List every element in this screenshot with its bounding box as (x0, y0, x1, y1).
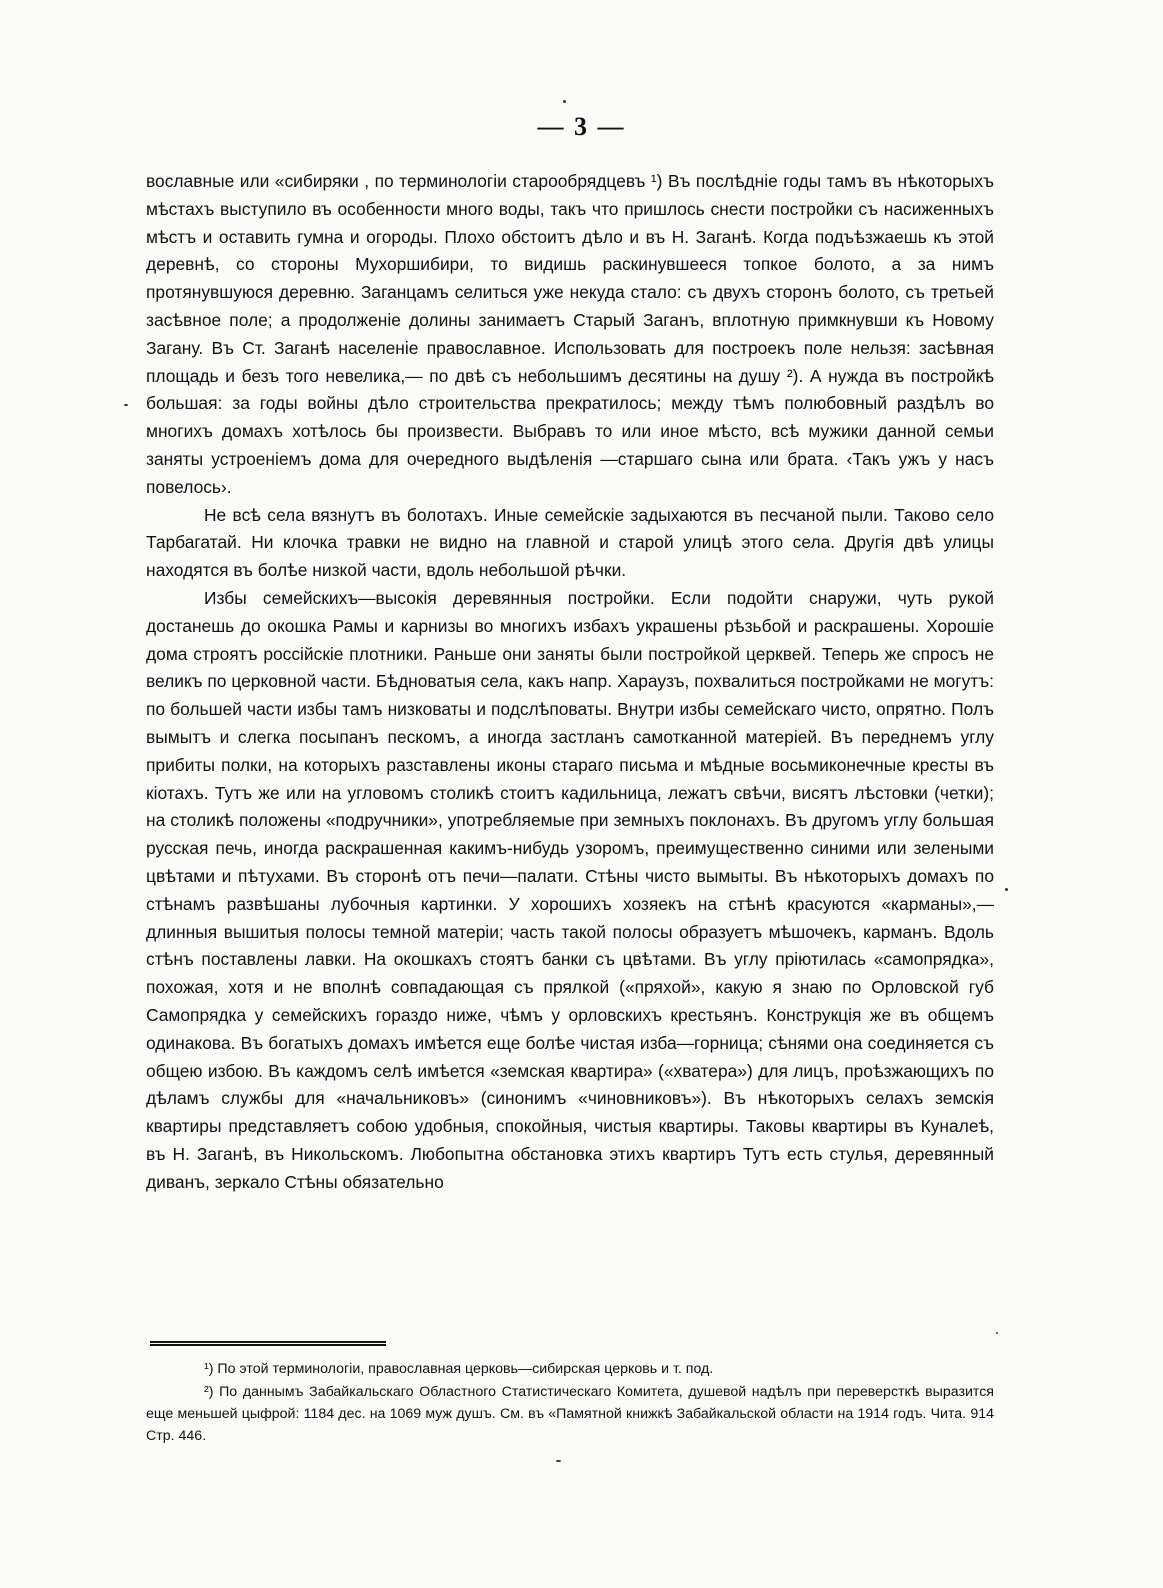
footnote (146, 1381, 994, 1447)
scan-speck (563, 100, 566, 103)
paragraph: Не всѣ села вязнутъ въ болотахъ. Иные семейскіе задыхаются въ песчаной пыли. Таково село Тарбагатай. Ни клочка травки не видно на главной и старой улицѣ этого села. Другія двѣ улицы находятся въ болѣе низкой части, вдоль небольшой рѣчки. (146, 504, 994, 581)
scan-speck (996, 1332, 998, 1334)
footnote-marker: ¹) (204, 1361, 214, 1377)
body-text (146, 168, 994, 1196)
scan-speck (556, 1460, 561, 1462)
scan-speck (1005, 888, 1008, 891)
paragraph: вославные или «сибиряки , по терминологіи старообрядцевъ ¹) Въ послѣдніе годы тамъ въ нѣкоторыхъ мѣстахъ выступило въ особенности много воды, такъ что пришлось снести постройки съ насиженныхъ мѣстъ и оставить гумна и огороды. Плохо обстоитъ дѣло и въ Н. Заганѣ. Когда подъѣзжаешь къ этой деревнѣ, со стороны Мухоршибири, то видишь раскинувшееся топкое болото, а за нимъ протянувшуюся деревню. Заганцамъ селиться уже некуда стало: съ двухъ сторонъ болото, съ третьей засѣвное поле; а продолженіе долины занимаетъ Старый Заганъ, вплотную примкнувши къ Новому Загану. Въ Ст. Заганѣ населеніе православное. Использовать для построекъ поле нельзя: засѣвная площадь и безъ того невелика,— по двѣ съ небольшимъ десятины на душу ²). А нужда въ постройкѣ большая: за годы войны дѣло строительства прекратилось; между тѣмъ полюбовный раздѣлъ во многихъ домахъ хотѣлось бы произвести. Выбравъ то или иное мѣсто, всѣ мужики данной семьи заняты устроеніемъ дома для очередного выдѣленія —старшаго сына или брата. ‹Такъ ужъ у насъ повелось›. (146, 171, 994, 497)
scan-speck (124, 404, 128, 406)
footnote-divider (150, 1341, 386, 1343)
footnote-marker: ²) (204, 1384, 214, 1400)
footnote-text: По даннымъ Забайкальскаго Областного Статистическаго Комитета, душевой надѣлъ при переверсткѣ выразится еще меньшей цыфрой: 1184 дес. на 1069 муж душъ. См. въ «Памятной книжкѣ Забайкальской области на 1914 годъ. Чита. 914 Стр. 446. (146, 1384, 994, 1444)
footnote (146, 1358, 994, 1380)
paragraph: Избы семейскихъ—высокія деревянныя постройки. Если подойти снаружи, чуть рукой достанешь до окошка Рамы и карнизы во многихъ избахъ украшены рѣзьбой и раскрашены. Хорошіе дома строятъ россійскіе плотники. Раньше они заняты были постройкой церквей. Теперь же спросъ не великъ по церковной части. Бѣдноватыя села, какъ напр. Хараузъ, похвалиться постройками не могутъ: по большей части избы тамъ низковаты и подслѣповаты. Внутри избы семейскаго чисто, опрятно. Полъ вымытъ и слегка посыпанъ пескомъ, а иногда застланъ самотканной матеріей. Въ переднемъ углу прибиты полки, на которыхъ разставлены иконы стараго письма и мѣдные восьмиконечные кресты въ кіотахъ. Тутъ же или на угловомъ столикѣ стоитъ кадильница, лежатъ свѣчи, висятъ лѣстовки (четки); на столикѣ положены «подручники», употребляемые при земныхъ поклонахъ. Въ другомъ углу большая русская печь, иногда раскрашенная какимъ-нибудь узоромъ, преимущественно синими или зелеными цвѣтами и пѣтухами. Въ сторонѣ отъ печи—палати. Стѣны чисто вымыты. Въ нѣкоторыхъ домахъ по стѣнамъ развѣшаны лубочныя картинки. У хорошихъ хозяекъ на стѣнѣ красуются «карманы»,—длинныя вышитыя полосы темной матеріи; часть такой полосы образуетъ мѣшочекъ, карманъ. Вдоль стѣнъ поставлены лавки. На окошкахъ стоятъ банки съ цвѣтами. Въ углу пріютилась «самопрядка», похожая, хотя и не вполнѣ совпадающая съ прялкой («пряхой», какую я знаю по Орловской губ Самопрядка у семейскихъ гораздо ниже, чѣмъ у орловскихъ крестьянъ. Конструкція же въ общемъ одинакова. Въ богатыхъ домахъ имѣется еще болѣе чистая изба—горница; сѣнями она соединяется съ общею избою. Въ каждомъ селѣ имѣется «земская квартира» («хватера») для лицъ, проѣзжающихъ по дѣламъ службы для «начальниковъ» (синонимъ «чиновниковъ»). Въ нѣкоторыхъ селахъ земскія квартиры представляетъ собою удобныя, спокойныя, чистыя квартиры. Таковы квартиры въ Куналеѣ, въ Н. Заганѣ, въ Никольскомъ. Любопытна обстановка этихъ квартиръ Тутъ есть стулья, деревянный диванъ, зеркало Стѣны обязательно (146, 587, 994, 1192)
footnote-text: По этой терминологіи, православная церковь—сибирская церковь и т. под. (217, 1361, 714, 1377)
footnotes (146, 1358, 994, 1448)
page-number: — 3 — (537, 112, 626, 141)
